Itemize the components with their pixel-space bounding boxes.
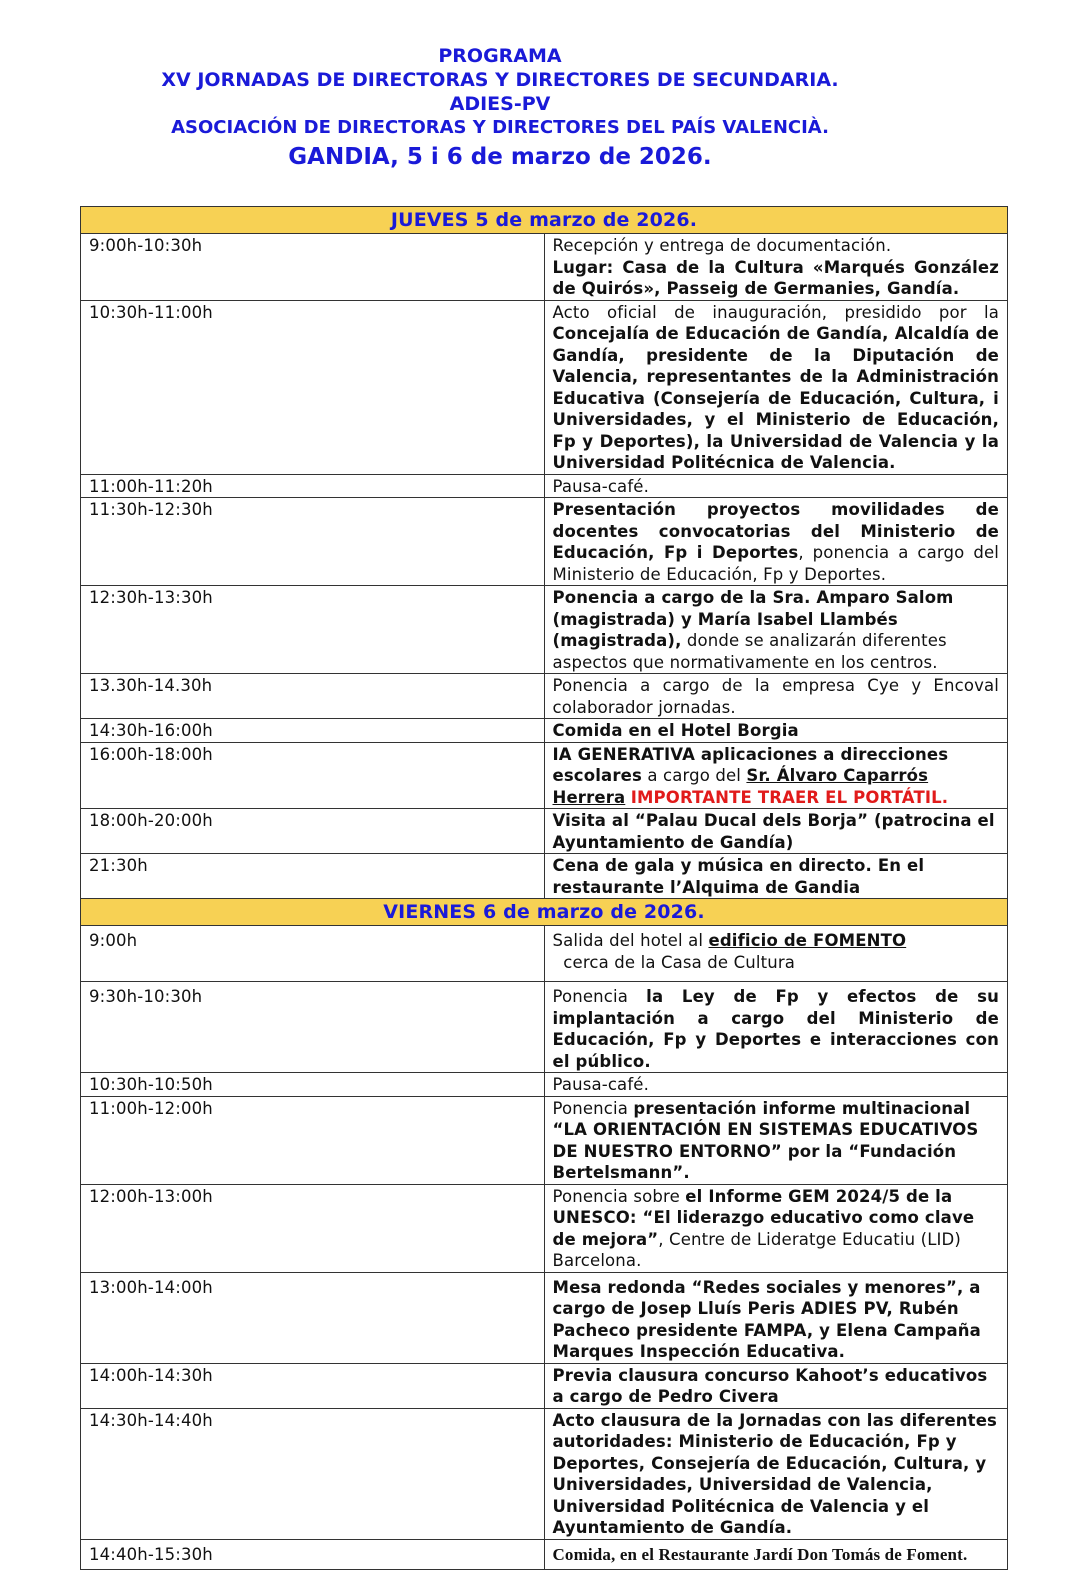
time-cell: 9:30h-10:30h xyxy=(81,982,545,1073)
description-text: Pausa-café. xyxy=(552,1075,649,1094)
time-cell: 12:00h-13:00h xyxy=(81,1184,545,1272)
table-row xyxy=(81,300,1008,474)
time-cell: 10:30h-11:00h xyxy=(81,300,545,474)
description-text: Ponencia xyxy=(552,987,647,1006)
table-row xyxy=(81,1184,1008,1272)
table-row xyxy=(81,234,1008,301)
description-bold: Concejalía de Educación de Gandía, Alcaldía de Gandía, presidente de la Diputación de Valencia, representantes de la Administración Educativa (Consejería de Educación, Cultura, i Universidades, y el Ministerio de Educación, Fp y Deportes), la Universidad de Valencia y la Universidad Politécnica de Valencia. xyxy=(552,324,999,472)
description-bold: Comida en el Hotel Borgia xyxy=(552,721,799,740)
description-text: Ponencia sobre xyxy=(552,1186,686,1206)
time-cell: 10:30h-10:50h xyxy=(81,1073,545,1097)
description-bold: Ponencia a cargo de la Sra. Amparo Salom (magistrada) y María Isabel Llambés (magistrada), xyxy=(552,588,954,650)
description-cell xyxy=(544,300,1008,474)
time-cell: 11:00h-12:00h xyxy=(81,1096,545,1184)
description-text: a cargo del xyxy=(641,766,747,785)
time-cell: 11:30h-12:30h xyxy=(81,498,545,586)
day-header-row xyxy=(81,207,1008,234)
description-cell xyxy=(544,498,1008,586)
table-row xyxy=(81,719,1008,743)
description-text: Ponencia a cargo de la empresa Cye y Encoval colaborador jornadas. xyxy=(552,676,999,717)
important-notice: IMPORTANTE TRAER EL PORTÁTIL. xyxy=(630,787,949,807)
table-row xyxy=(81,1408,1008,1539)
time-cell: 13.30h-14.30h xyxy=(81,674,545,719)
day-title-thursday: JUEVES 5 de marzo de 2026. xyxy=(81,207,1008,234)
description-cell xyxy=(544,742,1008,809)
description-text: Recepción y entrega de documentación. xyxy=(552,236,892,255)
description-bold: Presentación proyectos movilidades de docentes convocatorias del Ministerio de Educación, Fp i Deportes xyxy=(552,500,999,562)
description-cell xyxy=(544,1073,1008,1097)
table-row xyxy=(81,809,1008,854)
table-row xyxy=(81,474,1008,498)
description-cell xyxy=(544,1539,1008,1570)
description-text: , Centre de Lideratge Educatiu (LID) Barcelona. xyxy=(552,1229,961,1270)
header-place-date: GANDIA, 5 i 6 de marzo de 2026. xyxy=(288,144,712,170)
table-row xyxy=(81,742,1008,809)
description-text: Salida del hotel al xyxy=(552,931,709,950)
table-row xyxy=(81,926,1008,982)
table-row xyxy=(81,854,1008,899)
table-row xyxy=(81,1539,1008,1570)
time-cell: 9:00h xyxy=(81,926,545,982)
description-bold: Mesa redonda “Redes sociales y menores”, a cargo de Josep Lluís Peris ADIES PV, Rubén Pacheco presidente FAMPA, y Elena Campaña Marques Inspección Educativa. xyxy=(552,1277,981,1361)
description-cell xyxy=(544,1184,1008,1272)
description-cell xyxy=(544,719,1008,743)
description-cell xyxy=(544,234,1008,301)
description-cell xyxy=(544,1096,1008,1184)
description-bold: presentación informe multinacional “LA ORIENTACIÓN EN SISTEMAS EDUCATIVOS DE NUESTRO ENTORNO” por la “Fundación Bertelsmann”. xyxy=(552,1098,979,1182)
description-bold: la Ley de Fp y efectos de su implantación a cargo del Ministerio de Educación, Fp y Deportes e interacciones con el público. xyxy=(552,987,999,1071)
description-bold: Previa clausura concurso Kahoot’s educativos a cargo de Pedro Civera xyxy=(552,1365,988,1406)
time-cell: 9:00h-10:30h xyxy=(81,234,545,301)
header-organization-acronym: ADIES-PV xyxy=(449,93,551,115)
description-text: donde se analizarán diferentes aspectos que normativamente en los centros. xyxy=(552,631,947,672)
description-bold: el Informe GEM 2024/5 de la UNESCO: “El liderazgo educativo como clave de mejora” xyxy=(552,1186,975,1249)
table-row xyxy=(81,586,1008,674)
description-cell xyxy=(544,854,1008,899)
table-row xyxy=(81,982,1008,1073)
time-cell: 14:30h-14:40h xyxy=(81,1408,545,1539)
time-cell: 21:30h xyxy=(81,854,545,899)
description-cell xyxy=(544,1408,1008,1539)
description-cell xyxy=(544,474,1008,498)
time-cell: 14:00h-14:30h xyxy=(81,1363,545,1408)
time-cell: 13:00h-14:00h xyxy=(81,1272,545,1363)
description-cell xyxy=(544,982,1008,1073)
description-text: , ponencia a cargo del Ministerio de Educación, Fp y Deportes. xyxy=(552,543,999,584)
table-row xyxy=(81,674,1008,719)
day-header-row xyxy=(81,899,1008,926)
schedule-table xyxy=(80,206,1008,1570)
description-bold: IA GENERATIVA aplicaciones a direcciones escolares xyxy=(552,744,949,785)
header-program-label: PROGRAMA xyxy=(438,45,562,67)
time-cell: 14:40h-15:30h xyxy=(81,1539,545,1570)
time-cell: 14:30h-16:00h xyxy=(81,719,545,743)
description-text: Pausa-café. xyxy=(552,476,649,496)
time-cell: 11:00h-11:20h xyxy=(81,474,545,498)
description-cell xyxy=(544,1272,1008,1363)
header-event-title: XV JORNADAS DE DIRECTORAS Y DIRECTORES DE SECUNDARIA. xyxy=(161,69,839,91)
description-text: Ponencia xyxy=(552,1098,634,1118)
table-row xyxy=(81,1096,1008,1184)
description-bold: Cena de gala y música en directo. En el restaurante l’Alquima de Gandia xyxy=(552,856,925,897)
description-cell xyxy=(544,809,1008,854)
table-row xyxy=(81,1272,1008,1363)
day-title-friday: VIERNES 6 de marzo de 2026. xyxy=(81,899,1008,926)
time-cell: 12:30h-13:30h xyxy=(81,586,545,674)
table-row xyxy=(81,1363,1008,1408)
header-organization-name: ASOCIACIÓN DE DIRECTORAS Y DIRECTORES DEL PAÍS VALENCIÀ. xyxy=(171,117,829,138)
time-cell: 16:00h-18:00h xyxy=(81,742,545,809)
program-header xyxy=(0,44,1000,172)
venue-link-text: edificio de FOMENTO xyxy=(708,931,907,950)
description-cell xyxy=(544,926,1008,982)
table-row xyxy=(81,1073,1008,1097)
description-text: Acto oficial de inauguración, presidido por la xyxy=(552,302,999,322)
speaker-name: Sr. Álvaro Caparrós Herrera xyxy=(552,766,929,807)
description-text: cerca de la Casa de Cultura xyxy=(552,952,796,972)
description-bold: Lugar: Casa de la Cultura «Marqués González de Quirós», Passeig de Germanies, Gandía. xyxy=(552,257,999,298)
description-cell xyxy=(544,1363,1008,1408)
description-cell xyxy=(544,586,1008,674)
description-bold: Acto clausura de la Jornadas con las diferentes autoridades: Ministerio de Educación, Fp y Deportes, Consejería de Educación, Cultura, y Universidades, Universidad de Valencia, Universidad Politécnica de Valencia y el Ayuntamiento de Gandía. xyxy=(552,1410,998,1537)
description-bold: Comida, en el Restaurante Jardí Don Tomás de Foment. xyxy=(552,1544,968,1564)
table-row xyxy=(81,498,1008,586)
description-bold: Visita al “Palau Ducal dels Borja” (patrocina el Ayuntamiento de Gandía) xyxy=(552,811,995,852)
time-cell: 18:00h-20:00h xyxy=(81,809,545,854)
description-cell xyxy=(544,674,1008,719)
